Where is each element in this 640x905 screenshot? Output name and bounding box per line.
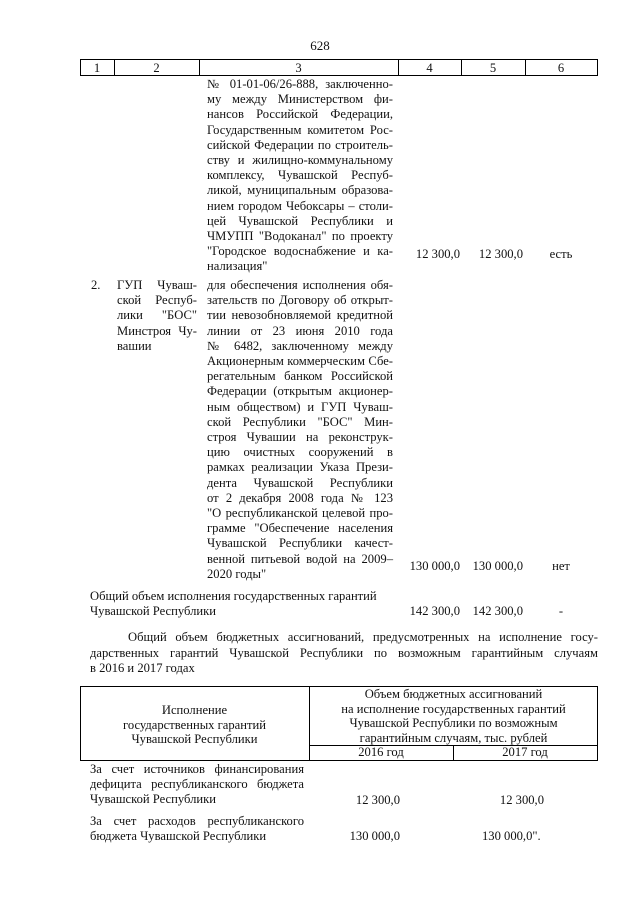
table2-left-header-line: государственных гарантий [123, 717, 266, 732]
row2-description-line: Акционерным коммерческим Сбе- [207, 354, 393, 368]
header-bottom-rule [80, 75, 598, 76]
header-col-4: 4 [426, 61, 433, 75]
row2-description-line: ным обществом) и ГУП Чуваш- [207, 399, 393, 414]
table2-left-header [80, 703, 309, 747]
header-col-3: 3 [295, 61, 302, 75]
row2-description-line: строя Чувашии на реконструк- [207, 430, 393, 444]
header-col-6: 6 [557, 61, 565, 75]
table2-right-header-line: на исполнение государственных гарантий [341, 701, 566, 716]
row2-description-line: для обеспечения исполнения обя- [207, 278, 393, 292]
table2-year-2016: 2016 год [358, 745, 404, 759]
header-col-5: 5 [489, 61, 497, 75]
row2-amount-col4: 130 000,0 [409, 559, 460, 573]
row2-description-line: грамме "Обеспечение населения [207, 521, 393, 536]
table2-header-bottom-rule [80, 760, 598, 761]
row2-organization-line: лики "БОС" [117, 308, 197, 323]
row2-description-line: рамках реализации Указа Прези- [207, 460, 393, 475]
table2-left-header-line: Исполнение [161, 703, 228, 717]
row2-organization-line: ГУП Чуваш- [117, 278, 197, 292]
paragraph-line: Общий объем бюджетных ассигнований, предусмотренных на исполнение госу- [128, 630, 598, 644]
header-top-rule [80, 59, 598, 60]
header-col-1: 1 [93, 61, 101, 75]
row2-number: 2. [91, 278, 101, 292]
page-number: 628 [310, 38, 330, 53]
row2-description-line: от 2 декабря 2008 года № 123 [207, 490, 393, 505]
row1-amount-col5: 12 300,0 [478, 247, 523, 261]
header-col-2: 2 [153, 61, 160, 75]
row2-description-line: венной питьевой водой на 2009– [207, 551, 393, 566]
row1-description-line: нансов Российской Федерации, [207, 107, 393, 122]
total-status: - [558, 604, 564, 618]
row1-description-line: му между Министерством фи- [207, 92, 393, 107]
total-label-line: Общий объем исполнения государственных гарантий [90, 589, 377, 603]
row1-description-line: комплексу, Чувашской Респуб- [207, 168, 393, 183]
row1-description-line: ликой, муниципальным образова- [207, 183, 393, 198]
row1-description-line: сийской Федерации по строитель- [207, 137, 393, 152]
row2-status: нет [552, 559, 570, 573]
row1-description-line: цей Чувашской Республики и [207, 213, 393, 228]
row2-description-line: Федерации (открытым акционер- [207, 384, 393, 399]
table2-row-label-line: За счет расходов республиканского [90, 814, 304, 828]
total-label-line: Чувашской Республики [90, 604, 216, 618]
paragraph-line: в 2016 и 2017 годах [90, 661, 195, 676]
table2-right-header [309, 687, 598, 745]
row1-status: есть [549, 247, 573, 261]
paragraph-line: дарственных гарантий Чувашской Республики по возможным гарантийным случаям [90, 645, 598, 660]
table2-row-label-line: Чувашской Республики [90, 792, 216, 807]
header-col-divider [597, 59, 598, 75]
row1-description-line: нием городом Чебоксары – столи- [207, 198, 393, 213]
row2-organization-line: ской Респуб- [117, 293, 197, 308]
row2-description-line: ской Республики "БОС" Мин- [207, 414, 393, 429]
table2-row-value-2016: 130 000,0 [349, 829, 400, 843]
row1-description-line: Государственным комитетом Рос- [207, 122, 393, 137]
table2-row-label-line: бюджета Чувашской Республики [90, 829, 267, 844]
row1-description-line: ЧМУПП "Водоканал" по проекту [207, 229, 393, 243]
total-amount-col5: 142 300,0 [472, 604, 523, 618]
row2-description-line: Чувашской Республики качест- [207, 536, 393, 551]
table2-row-label-line: дефицита республиканского бюджета [90, 777, 304, 792]
row2-amount-col5: 130 000,0 [472, 559, 523, 573]
row2-description-line: тии невозобновляемой кредитной [207, 308, 393, 323]
row1-amount-col4: 12 300,0 [415, 247, 460, 261]
row2-organization-line: Минстроя Чу- [117, 323, 197, 338]
row2-description-line: дента Чувашской Республики [207, 475, 393, 490]
budget-paragraph [90, 630, 598, 677]
table2-row-value-2017: 12 300,0 [499, 793, 544, 807]
row2-organization-line: вашии [117, 338, 152, 353]
table2-right-header-line: Чувашской Республики по возможным [349, 716, 558, 731]
table2-left-header-line: Чувашской Республики [131, 732, 258, 747]
row2-description-line: 2020 годы" [207, 566, 267, 581]
table2-right-header-line: Объем бюджетных ассигнований [364, 687, 543, 701]
row1-description-line: "Городское водоснабжение и ка- [207, 244, 393, 259]
table2-right-header-line: гарантийным случаям, тыс. рублей [359, 730, 548, 745]
table2-year-2017: 2017 год [502, 745, 548, 759]
table2-row-value-2017: 130 000,0". [482, 829, 541, 843]
row2-description-line: зательств по Договору об открыт- [207, 293, 393, 308]
row2-description-line: линии от 23 июня 2010 года [207, 323, 393, 338]
table2-row-value-2016: 12 300,0 [355, 793, 400, 807]
row2-description-line: регательным банком Российской [207, 369, 393, 384]
table2-row-label-line: За счет источников финансирования [90, 762, 304, 776]
row2-description-line: № 6482, заключенному между [207, 338, 393, 353]
total-amount-col4: 142 300,0 [409, 604, 460, 618]
row1-description-line: нализация" [207, 259, 268, 274]
row2-description-line: "О республиканской целевой про- [207, 506, 393, 520]
row2-description-line: цию очистных сооружений в [207, 445, 393, 460]
row1-description-line: ству и жилищно-коммунальному [207, 153, 393, 167]
row1-description-line: № 01-01-06/26-888, заключенно- [207, 77, 393, 91]
